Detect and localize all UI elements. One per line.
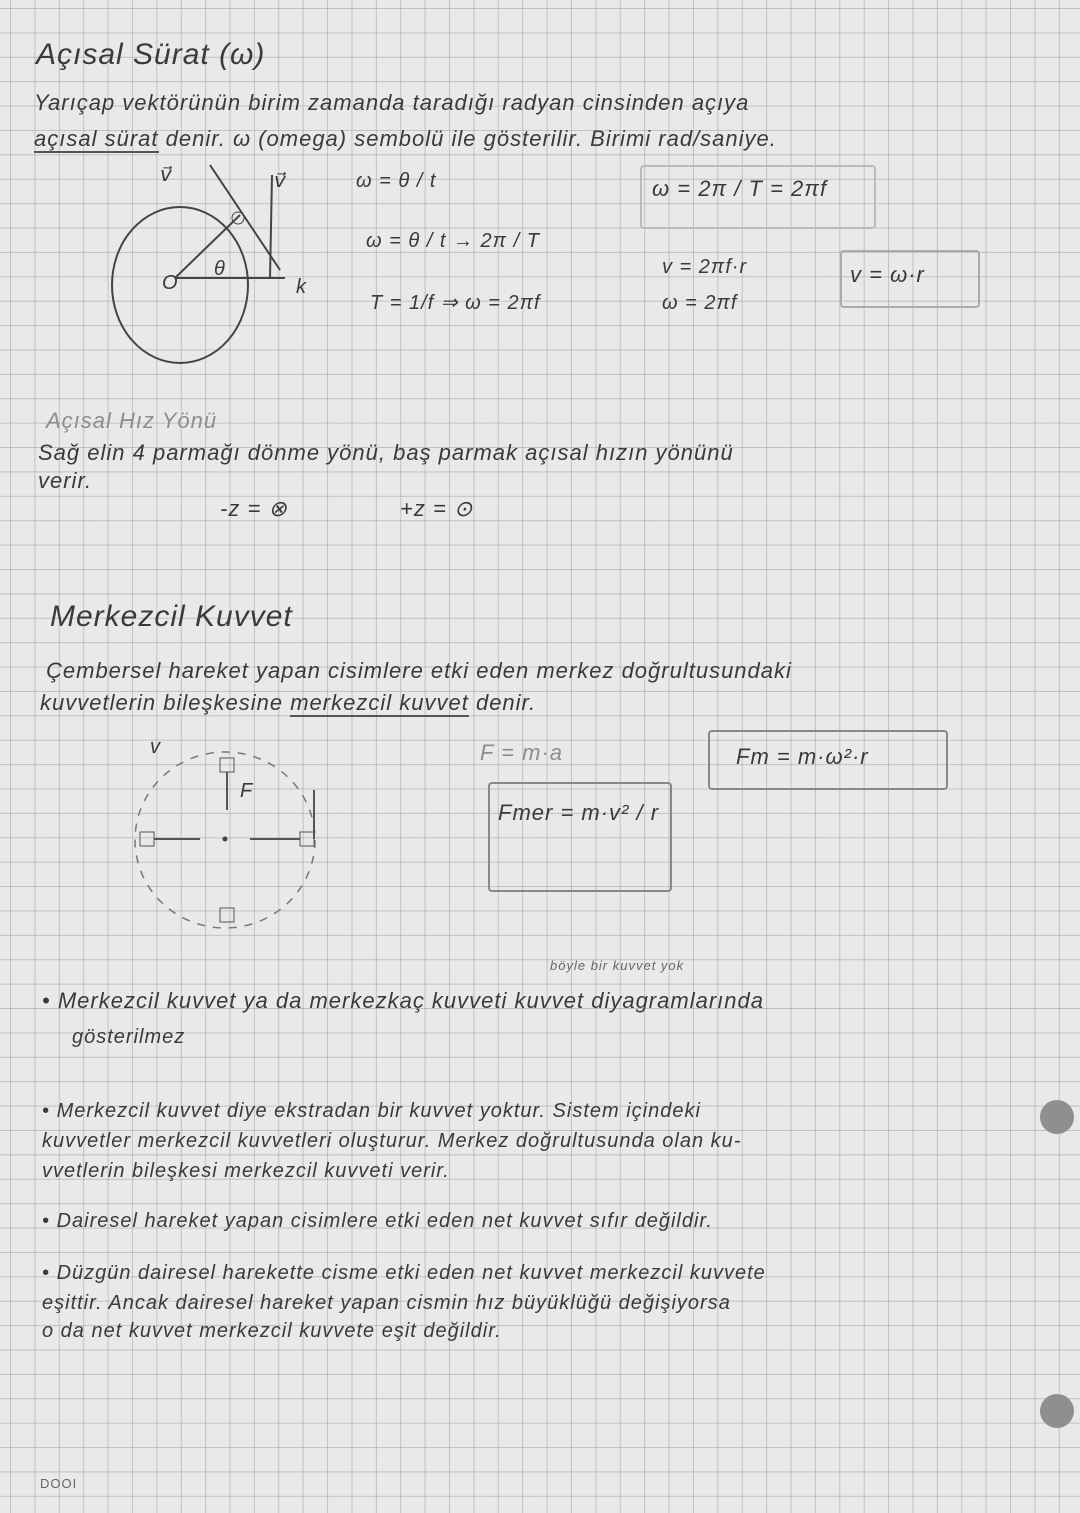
formula-boxed: v = ω·r	[850, 262, 925, 287]
label-v: v⃗	[160, 164, 173, 186]
annotation: böyle bir kuvvet yok	[550, 958, 685, 973]
definition-line: denir. ω (omega) sembolü ile gösterilir. Birimi rad/saniye.	[165, 126, 777, 151]
label-theta: θ	[214, 258, 226, 280]
bullet-line: • Dairesel hareket yapan cisimlere etki eden net kuvvet sıfır değildir.	[42, 1210, 713, 1232]
bullet-line: gösterilmez	[72, 1026, 186, 1048]
formula-boxed: Fm = m·ω²·r	[736, 744, 869, 769]
section-title-angular-velocity-direction: Açısal Hız Yönü	[46, 408, 218, 433]
symbol-out-of-page: +z = ⊙	[400, 496, 474, 521]
formula: ω = 2πf	[662, 292, 738, 314]
formula-boxed: ω = 2π / T = 2πf	[652, 176, 828, 201]
bullet-line: • Düzgün dairesel harekette cisme etki eden net kuvvet merkezcil kuvvete	[42, 1262, 766, 1284]
footer-mark: DOOI	[40, 1476, 78, 1491]
bullet-line: eşittir. Ancak dairesel hareket yapan cismin hız büyüklüğü değişiyorsa	[42, 1292, 731, 1314]
label-F: F	[240, 780, 254, 802]
binder-hole	[1040, 1394, 1074, 1428]
symbol-into-page: -z = ⊗	[220, 496, 288, 521]
section-title-centripetal-force: Merkezcil Kuvvet	[50, 600, 293, 633]
formula: ω = θ / t	[356, 170, 437, 192]
definition-line: denir.	[475, 690, 537, 715]
label-origin: O	[162, 272, 179, 294]
section-title-angular-speed: Açısal Sürat (ω)	[36, 38, 266, 71]
definition-line: kuvvetlerin bileşkesine	[40, 690, 284, 715]
formula-boxed: Fmer = m·v² / r	[498, 800, 660, 825]
definition-term: açısal sürat	[34, 126, 159, 151]
angular-speed-diagram	[100, 160, 430, 380]
centripetal-force-diagram	[110, 740, 370, 940]
bullet-line: • Merkezcil kuvvet ya da merkezkaç kuvveti kuvvet diyagramlarında	[42, 988, 764, 1013]
bullet-line: kuvvetler merkezcil kuvvetleri oluşturur. Merkez doğrultusunda olan ku-	[42, 1130, 742, 1152]
formula: T = 1/f ⇒ ω = 2πf	[370, 292, 541, 314]
formula: F = m·a	[480, 740, 564, 765]
binder-hole	[1040, 1100, 1074, 1134]
bullet-line: vvetlerin bileşkesi merkezcil kuvveti verir.	[42, 1160, 450, 1182]
definition-term: merkezcil kuvvet	[290, 690, 469, 715]
text-line: Sağ elin 4 parmağı dönme yönü, baş parmak açısal hızın yönünü	[38, 440, 734, 465]
formula: ω = θ / t → 2π / T	[366, 230, 540, 252]
bullet-line: • Merkezcil kuvvet diye ekstradan bir kuvvet yoktur. Sistem içindeki	[42, 1100, 701, 1122]
label-v: v⃗	[274, 170, 287, 192]
text-line: verir.	[38, 468, 93, 493]
definition-line: Çembersel hareket yapan cisimlere etki eden merkez doğrultusundaki	[46, 658, 792, 683]
formula: v = 2πf·r	[662, 256, 748, 278]
label-v: v	[150, 736, 161, 758]
bullet-line: o da net kuvvet merkezcil kuvvete eşit değildir.	[42, 1320, 502, 1342]
definition-line: Yarıçap vektörünün birim zamanda taradığı radyan cinsinden açıya	[34, 90, 750, 115]
label-k: k	[296, 276, 307, 298]
